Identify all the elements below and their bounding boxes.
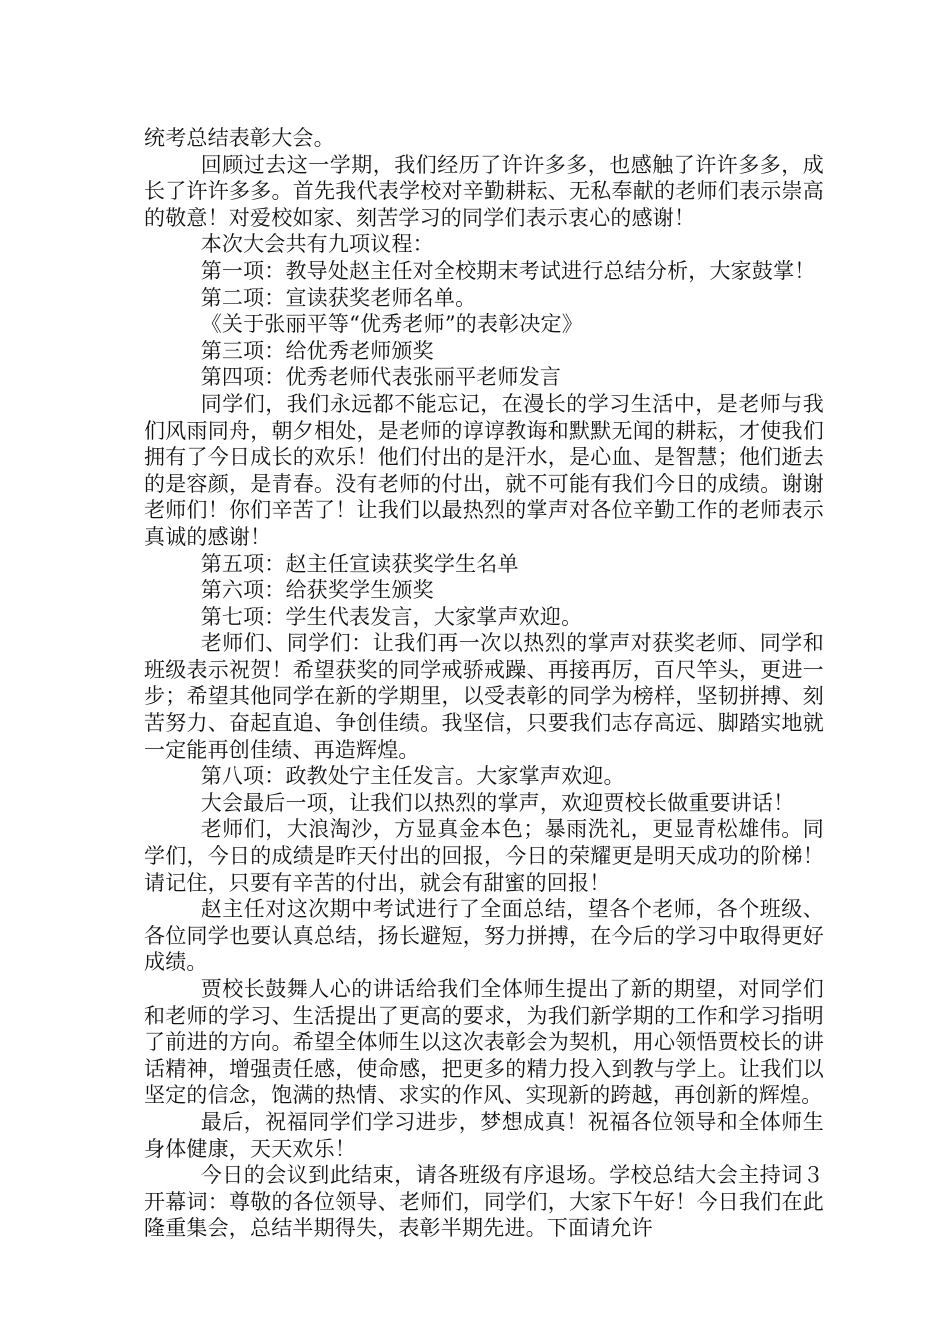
paragraph: 大会最后一项，让我们以热烈的掌声，欢迎贾校长做重要讲话！ <box>200 790 795 815</box>
document-body <box>144 125 824 1242</box>
paragraph: 今日的会议到此结束，请各班级有序退场。学校总结大会主持词３开幕词：尊敬的各位领导、老师们，同学们，大家下午好！今日我们在此隆重集会，总结半期得失，表彰半期先进。下面请允许 <box>144 1163 824 1241</box>
paragraph: 第五项：赵主任宣读获奖学生名单 <box>200 551 519 576</box>
paragraph: 赵主任对这次期中考试进行了全面总结，望各个老师，各个班级、各位同学也要认真总结，扬长避短，努力拼搏，在今后的学习中取得更好成绩。 <box>144 897 824 975</box>
paragraph: 第三项：给优秀老师颁奖 <box>200 338 434 363</box>
paragraph: 回顾过去这一学期，我们经历了许许多多，也感触了许许多多，成长了许许多多。首先我代表学校对辛勤耕耘、无私奉献的老师们表示崇高的敬意！对爱校如家、刻苦学习的同学们表示衷心的感谢！ <box>144 152 824 230</box>
paragraph: 老师们、同学们：让我们再一次以热烈的掌声对获奖老师、同学和班级表示祝贺！希望获奖的同学戒骄戒躁、再接再厉，百尺竿头，更进一步；希望其他同学在新的学期里，以受表彰的同学为榜样，坚韧拼搏、刻苦努力、奋起直追、争创佳绩。我坚信，只要我们志存高远、脚踏实地就一定能再创佳绩、再造辉煌。 <box>144 631 824 762</box>
paragraph: 《关于张丽平等“优秀老师”的表彰决定》 <box>200 312 583 337</box>
paragraph: 同学们，我们永远都不能忘记，在漫长的学习生活中，是老师与我们风雨同舟，朝夕相处，是老师的谆谆教诲和默默无闻的耕耘，才使我们拥有了今日成长的欢乐！他们付出的是汗水，是心血、是智慧；他们逝去的是容颜，是青春。没有老师的付出，就不可能有我们今日的成绩。谢谢老师们！你们辛苦了！让我们以最热烈的掌声对各位辛勤工作的老师表示真诚的感谢！ <box>144 391 824 549</box>
paragraph: 老师们，大浪淘沙，方显真金本色；暴雨洗礼，更显青松雄伟。同学们，今日的成绩是昨天付出的回报，今日的荣耀更是明天成功的阶梯！请记住，只要有辛苦的付出，就会有甜蜜的回报！ <box>144 817 824 895</box>
paragraph: 第二项：宣读获奖老师名单。 <box>200 285 477 310</box>
paragraph: 第六项：给获奖学生颁奖 <box>200 578 434 603</box>
paragraph: 第四项：优秀老师代表张丽平老师发言 <box>200 365 562 390</box>
paragraph: 第一项：教导处赵主任对全校期末考试进行总结分析，大家鼓掌！ <box>200 258 816 283</box>
paragraph: 统考总结表彰大会。 <box>144 126 335 150</box>
paragraph: 最后，祝福同学们学习进步，梦想成真！祝福各位领导和全体师生身体健康，天天欢乐！ <box>144 1109 824 1161</box>
paragraph: 贾校长鼓舞人心的讲话给我们全体师生提出了新的期望，对同学们和老师的学习、生活提出了更高的要求，为我们新学期的工作和学习指明了前进的方向。希望全体师生以这次表彰会为契机，用心领悟贾校长的讲话精神，增强责任感，使命感，把更多的精力投入到教与学上。让我们以坚定的信念，饱满的热情、求实的作风、实现新的跨越，再创新的辉煌。 <box>144 977 824 1108</box>
paragraph: 本次大会共有九项议程： <box>200 232 434 257</box>
paragraph: 第八项：政教处宁主任发言。大家掌声欢迎。 <box>200 764 625 789</box>
paragraph: 第七项：学生代表发言，大家掌声欢迎。 <box>200 604 583 629</box>
